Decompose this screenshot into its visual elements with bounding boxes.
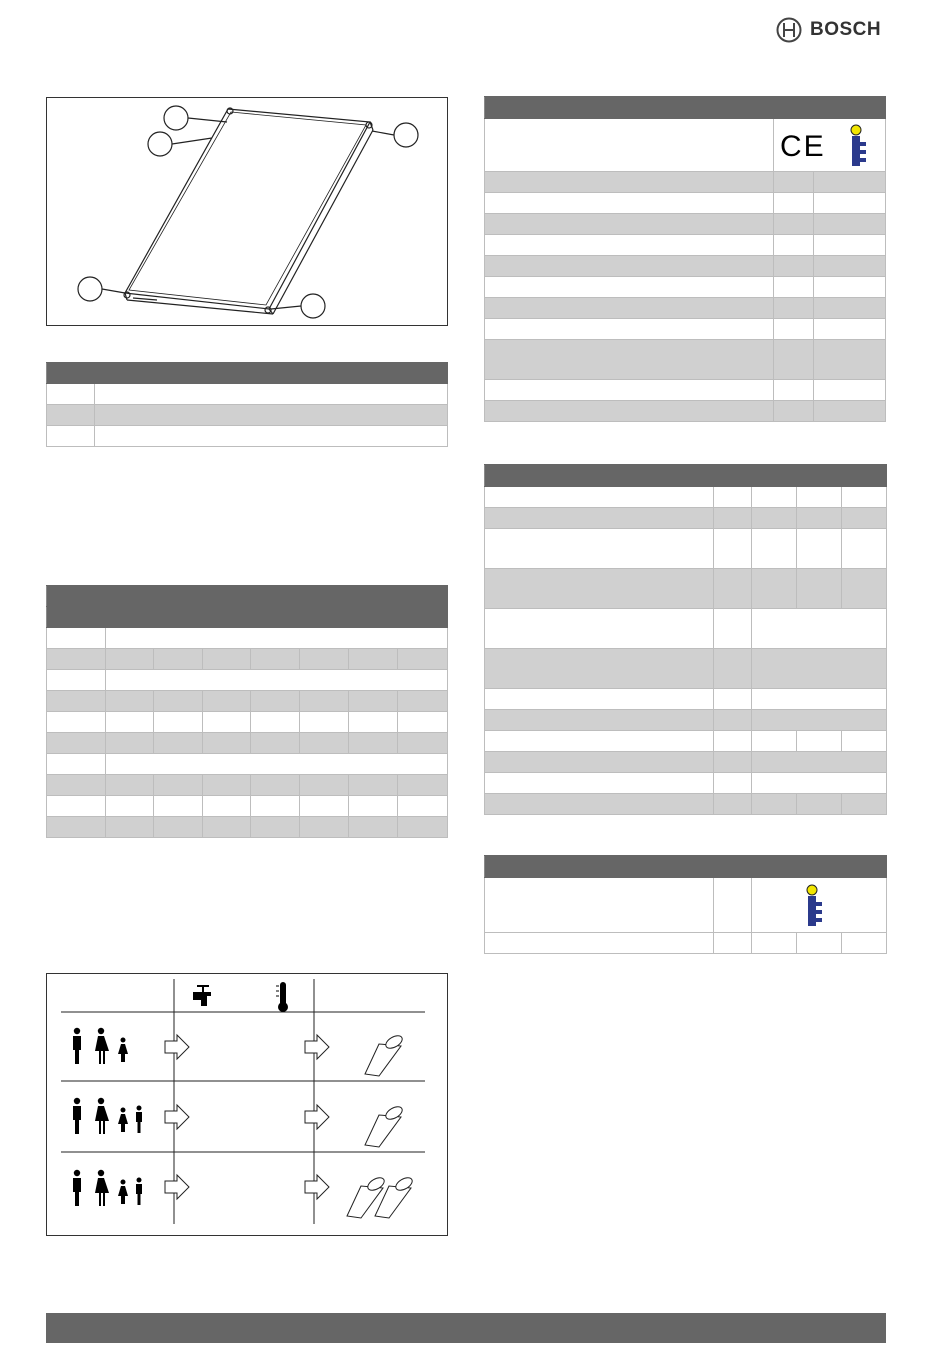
table-header-row <box>47 363 448 384</box>
sizing-figure <box>46 973 448 1236</box>
table-row <box>47 628 448 649</box>
solar-keymark-icon <box>847 122 869 170</box>
table-row <box>485 172 886 193</box>
table-row <box>485 649 887 689</box>
legend-table <box>46 362 448 447</box>
spec-table-2 <box>484 464 887 815</box>
spec-table-1 <box>484 96 886 422</box>
table-header-row <box>47 607 448 628</box>
table-row <box>485 214 886 235</box>
table-row <box>485 529 887 569</box>
table-row <box>47 426 448 447</box>
brand-name: BOSCH <box>810 19 882 40</box>
table-row <box>485 609 887 649</box>
table-row <box>47 754 448 775</box>
table-row <box>485 933 887 954</box>
table-row <box>47 691 448 712</box>
table-row <box>485 380 886 401</box>
table-row <box>47 405 448 426</box>
table-row <box>485 731 887 752</box>
table-row <box>485 319 886 340</box>
family-icons <box>73 1028 142 1206</box>
table-header-row <box>47 586 448 607</box>
thermometer-icon <box>276 982 288 1012</box>
table-row <box>485 689 887 710</box>
table-header-row <box>485 97 886 119</box>
sizing-diagram <box>47 974 447 1235</box>
table-row <box>47 817 448 838</box>
footer-bar <box>46 1313 886 1343</box>
table-row <box>47 775 448 796</box>
table-row <box>485 298 886 319</box>
bosch-armature-icon <box>776 17 802 43</box>
table-header-row <box>485 465 887 487</box>
ce-mark-icon: CE <box>780 130 826 163</box>
table-row <box>485 878 887 933</box>
tap-icon <box>193 986 211 1006</box>
table-row <box>47 649 448 670</box>
table-row <box>485 401 886 422</box>
table-row <box>485 340 886 380</box>
table-row <box>485 569 887 609</box>
table-row <box>47 796 448 817</box>
table-row <box>47 384 448 405</box>
bosch-logo <box>776 16 888 44</box>
table-row <box>47 733 448 754</box>
collector-figure <box>46 97 448 326</box>
solar-collector-drawing <box>47 98 447 325</box>
arrow-icons <box>165 1035 329 1199</box>
data-grid-table <box>46 585 448 838</box>
table-row <box>485 487 887 508</box>
collector-icons <box>347 1033 414 1218</box>
table-row <box>485 773 887 794</box>
table-row <box>485 235 886 256</box>
table-row <box>485 277 886 298</box>
table-row <box>485 119 886 172</box>
table-row <box>485 508 887 529</box>
table-row <box>485 256 886 277</box>
table-row <box>485 794 887 815</box>
solar-keymark-icon <box>803 882 825 930</box>
table-row <box>47 670 448 691</box>
spec-table-3 <box>484 855 887 954</box>
table-header-row <box>485 856 887 878</box>
table-row <box>485 710 887 731</box>
table-row <box>47 712 448 733</box>
table-row <box>485 752 887 773</box>
table-row <box>485 193 886 214</box>
